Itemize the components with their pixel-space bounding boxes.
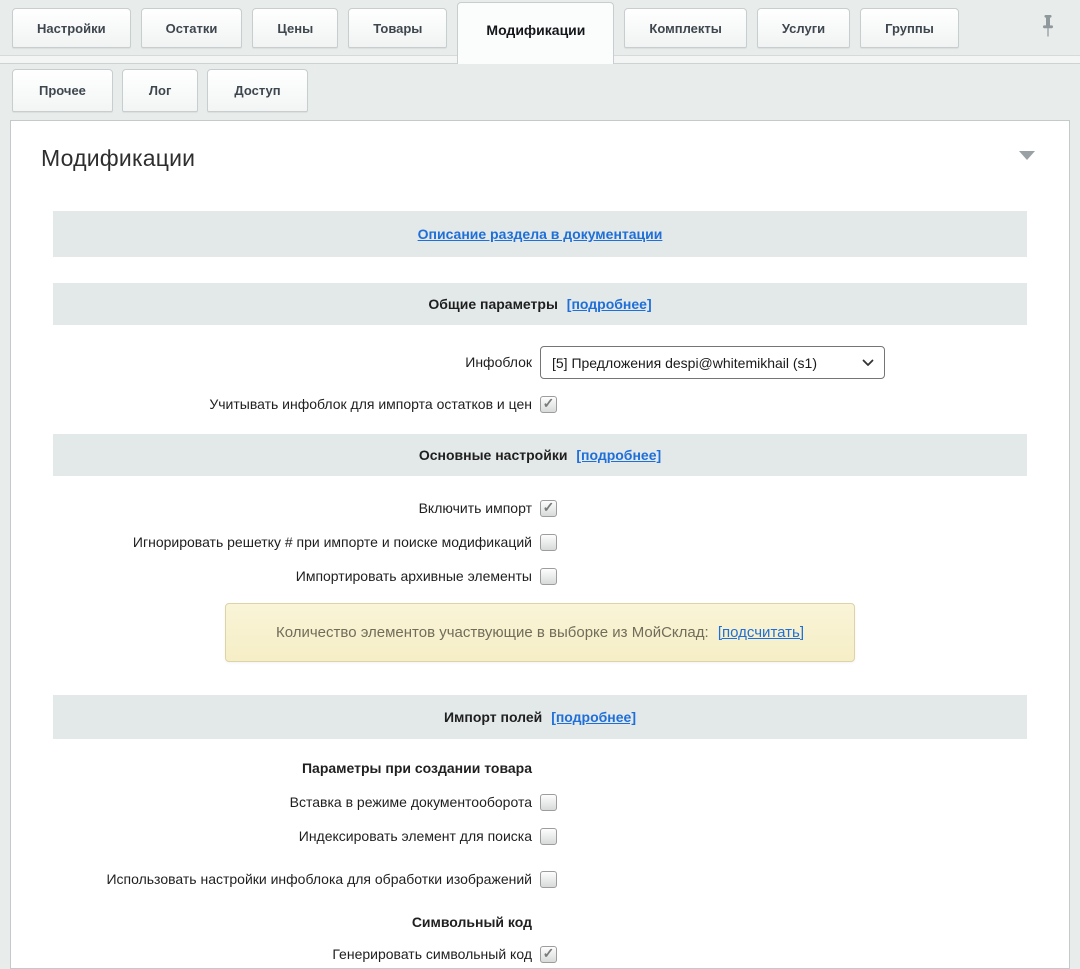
- use-infoblock-images-checkbox[interactable]: [540, 871, 557, 888]
- create-params-heading: Параметры при создании товара: [301, 759, 532, 776]
- tab-access[interactable]: Доступ: [207, 69, 307, 112]
- use-infoblock-label: Учитывать инфоблок для импорта остатков и цен: [209, 395, 532, 412]
- tab-log[interactable]: Лог: [122, 69, 198, 112]
- generate-code-checkbox[interactable]: [540, 946, 557, 963]
- import-archived-checkbox[interactable]: [540, 568, 557, 585]
- create-params-heading-row: [53, 759, 1027, 777]
- ignore-hash-checkbox[interactable]: [540, 534, 557, 551]
- docflow-insert-row: [53, 793, 1027, 811]
- page-title: Модификации: [41, 145, 196, 171]
- index-search-row: [53, 827, 1027, 845]
- count-notice-box: [225, 603, 855, 662]
- infoblock-select-value: [5] Предложения despi@whitemikhail (s1): [552, 354, 818, 371]
- tab-bundles[interactable]: Комплекты: [624, 8, 746, 48]
- count-notice-text: Количество элементов участвующие в выборке из МойСклад:: [275, 624, 709, 641]
- index-search-checkbox[interactable]: [540, 828, 557, 845]
- section-main-title: Основные настройки: [418, 447, 568, 463]
- collapse-arrow-icon[interactable]: [1019, 151, 1035, 160]
- tab-products[interactable]: Товары: [348, 8, 447, 48]
- pushpin-icon[interactable]: [1040, 14, 1056, 43]
- section-import-fields-title: Импорт полей: [443, 709, 543, 725]
- doc-link-bar: [53, 211, 1027, 257]
- panel-header: [11, 121, 1069, 172]
- symbolic-code-heading-row: [53, 913, 1027, 931]
- enable-import-label: Включить импорт: [418, 499, 532, 516]
- section-general-bar: [53, 283, 1027, 325]
- ignore-hash-row: [53, 533, 1027, 551]
- use-infoblock-checkbox[interactable]: [540, 396, 557, 413]
- documentation-link[interactable]: Описание раздела в документации: [417, 226, 663, 242]
- docflow-insert-checkbox[interactable]: [540, 794, 557, 811]
- secondary-tab-bar: [0, 64, 1080, 120]
- enable-import-checkbox[interactable]: [540, 500, 557, 517]
- tab-stocks[interactable]: Остатки: [141, 8, 243, 48]
- primary-tab-bar: [0, 0, 1080, 64]
- symbolic-code-heading: Символьный код: [411, 913, 532, 930]
- section-import-fields-more-link[interactable]: [подробнее]: [551, 709, 637, 725]
- tab-other[interactable]: Прочее: [12, 69, 113, 112]
- use-infoblock-row: [53, 395, 1027, 413]
- enable-import-row: [53, 499, 1027, 517]
- tab-prices[interactable]: Цены: [252, 8, 338, 48]
- tab-settings[interactable]: Настройки: [12, 8, 131, 48]
- tab-modifications[interactable]: Модификации: [457, 2, 614, 64]
- use-infoblock-images-label: Использовать настройки инфоблока для обработки изображений: [106, 870, 532, 887]
- use-infoblock-images-row: [53, 861, 1027, 897]
- tab-services[interactable]: Услуги: [757, 8, 850, 48]
- import-archived-row: [53, 567, 1027, 585]
- section-import-fields-bar: [53, 695, 1027, 739]
- generate-code-label: Генерировать символьный код: [332, 945, 532, 962]
- section-general-title: Общие параметры: [428, 296, 558, 312]
- generate-code-row: [53, 945, 1027, 963]
- count-link[interactable]: [подсчитать]: [717, 624, 805, 641]
- infoblock-row: [53, 346, 1027, 379]
- index-search-label: Индексировать элемент для поиска: [298, 827, 532, 844]
- docflow-insert-label: Вставка в режиме документооборота: [289, 793, 532, 810]
- section-general-more-link[interactable]: [подробнее]: [566, 296, 652, 312]
- settings-panel: [10, 120, 1070, 969]
- infoblock-label: Инфоблок: [465, 354, 532, 370]
- section-main-bar: [53, 434, 1027, 476]
- tab-groups[interactable]: Группы: [860, 8, 959, 48]
- infoblock-select[interactable]: [540, 346, 885, 379]
- section-main-more-link[interactable]: [подробнее]: [576, 447, 662, 463]
- ignore-hash-label: Игнорировать решетку # при импорте и поиске модификаций: [132, 533, 532, 550]
- import-archived-label: Импортировать архивные элементы: [295, 567, 532, 584]
- chevron-down-icon: [862, 359, 874, 367]
- settings-form: [11, 172, 1069, 963]
